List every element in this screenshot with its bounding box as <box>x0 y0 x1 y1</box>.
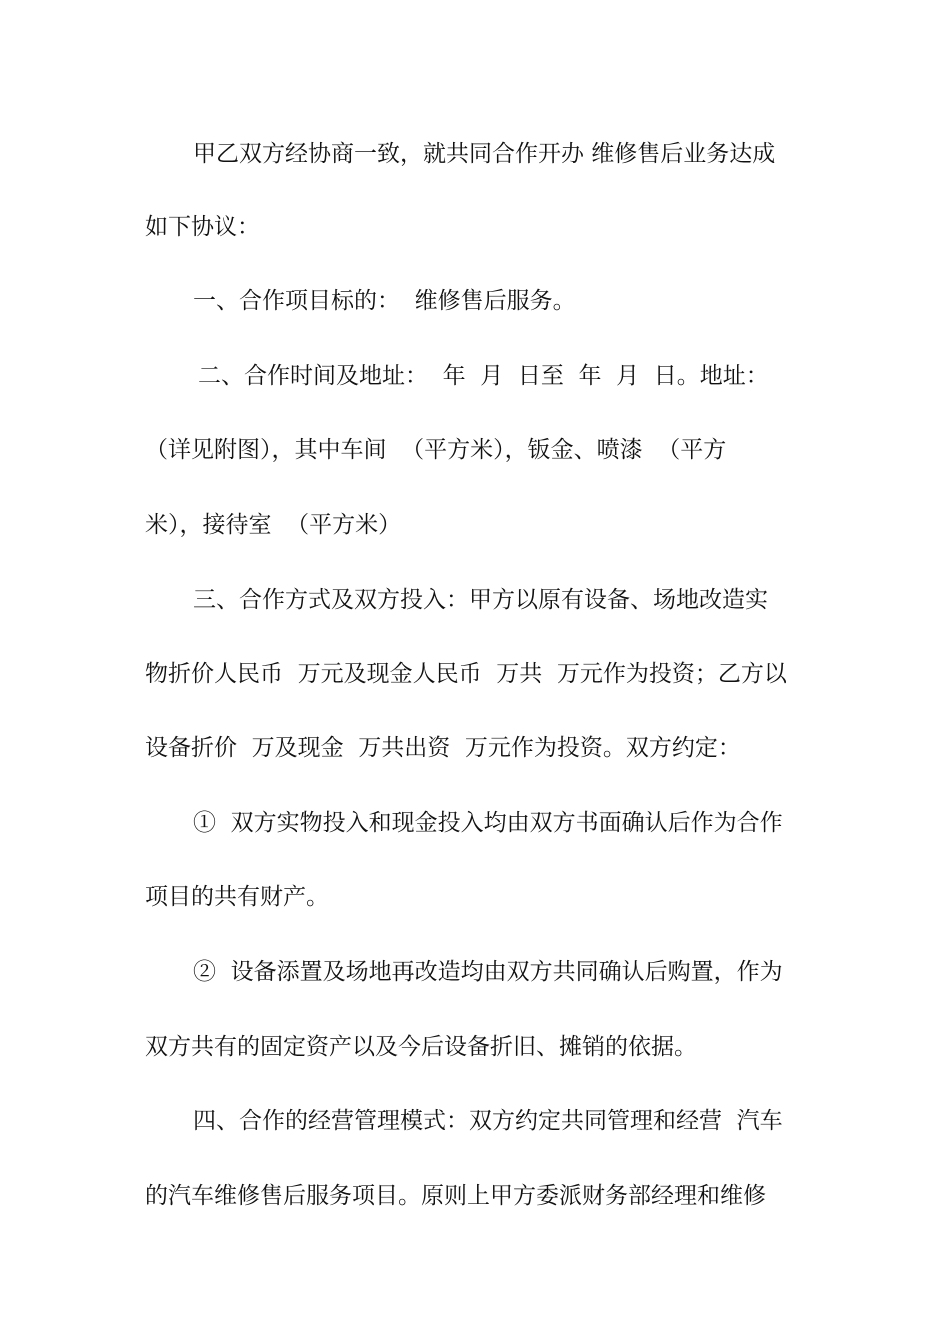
text-line: 四、合作的经营管理模式：双方约定共同管理和经营 汽车 <box>193 1108 783 1134</box>
text-line: 二、合作时间及地址： 年 月 日至 年 月 日。地址： <box>198 363 769 389</box>
text-line: 米），接待室 （平方米） <box>145 512 402 538</box>
text-line: ② 设备添置及场地再改造均由双方共同确认后购置，作为 <box>193 959 783 985</box>
text-line: ① 双方实物投入和现金投入均由双方书面确认后作为合作 <box>193 810 783 836</box>
text-line: 物折价人民币 万元及现金人民币 万共 万元作为投资；乙方以 <box>145 661 787 687</box>
text-line: 甲乙双方经协商一致，就共同合作开办 维修售后业务达成 <box>193 141 776 167</box>
text-line: 三、合作方式及双方投入：甲方以原有设备、场地改造实 <box>193 587 768 613</box>
text-line: （详见附图），其中车间 （平方米），钣金、喷漆 （平方 <box>145 437 727 463</box>
text-line: 一、合作项目标的： 维修售后服务。 <box>193 288 576 314</box>
text-line: 双方共有的固定资产以及今后设备折旧、摊销的依据。 <box>145 1034 697 1060</box>
text-line: 项目的共有财产。 <box>145 884 329 910</box>
text-line: 设备折价 万及现金 万共出资 万元作为投资。双方约定： <box>145 735 741 761</box>
text-line: 如下协议： <box>145 214 260 240</box>
text-line: 的汽车维修售后服务项目。原则上甲方委派财务部经理和维修 <box>145 1183 766 1209</box>
